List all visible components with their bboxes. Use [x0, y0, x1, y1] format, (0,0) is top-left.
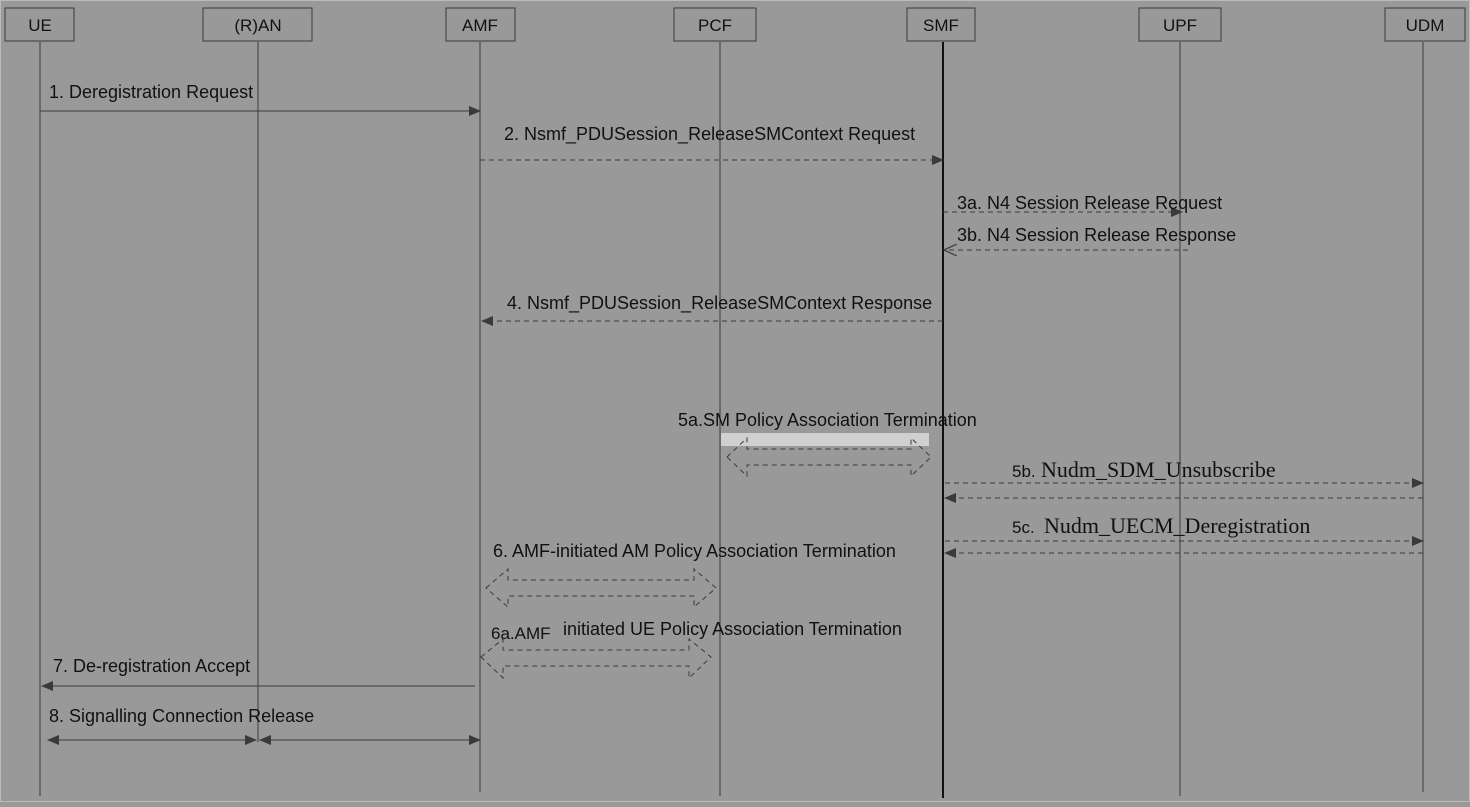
message-6-label: 6. AMF-initiated AM Policy Association Termination — [493, 541, 896, 561]
message-7-label: 7. De-registration Accept — [53, 656, 251, 676]
message-5a-label: 5a.SM Policy Association Termination — [678, 410, 977, 430]
message-5b-label: Nudm_SDM_Unsubscribe — [1041, 457, 1276, 482]
entity-smf — [907, 8, 975, 41]
message-8-label: 8. Signalling Connection Release — [49, 706, 315, 726]
message-6a-prefix: 6a.AMF — [491, 624, 551, 643]
message-4-label: 4. Nsmf_PDUSession_ReleaseSMContext Response — [507, 293, 933, 313]
entity-ran — [203, 8, 312, 41]
message-5b-prefix: 5b. — [1012, 462, 1036, 481]
entity-smf-label: SMF — [923, 16, 959, 35]
entity-pcf-label: PCF — [698, 16, 732, 35]
entity-pcf — [674, 8, 756, 41]
entity-amf — [446, 8, 515, 41]
message-5a-highlight — [721, 433, 929, 446]
entity-upf-label: UPF — [1163, 16, 1197, 35]
message-3b-label: 3b. N4 Session Release Response — [957, 225, 1237, 245]
entity-ue-label: UE — [28, 16, 52, 35]
message-2-label: 2. Nsmf_PDUSession_ReleaseSMContext Request — [504, 124, 916, 144]
entity-amf-label: AMF — [462, 16, 498, 35]
entity-upf — [1139, 8, 1221, 41]
diagram-frame — [1, 1, 1470, 802]
entity-ue — [5, 8, 74, 41]
entity-udm-label: UDM — [1405, 16, 1445, 35]
entity-ran-label: (R)AN — [234, 16, 282, 35]
message-6a-label: initiated UE Policy Association Termination — [563, 619, 902, 639]
message-1-label: 1. Deregistration Request — [49, 82, 254, 102]
message-5c-prefix: 5c. — [1012, 518, 1035, 537]
message-5c-label: Nudm_UECM_Deregistration — [1044, 513, 1311, 538]
message-3a-label: 3a. N4 Session Release Request — [957, 193, 1223, 213]
entity-udm — [1385, 8, 1465, 41]
